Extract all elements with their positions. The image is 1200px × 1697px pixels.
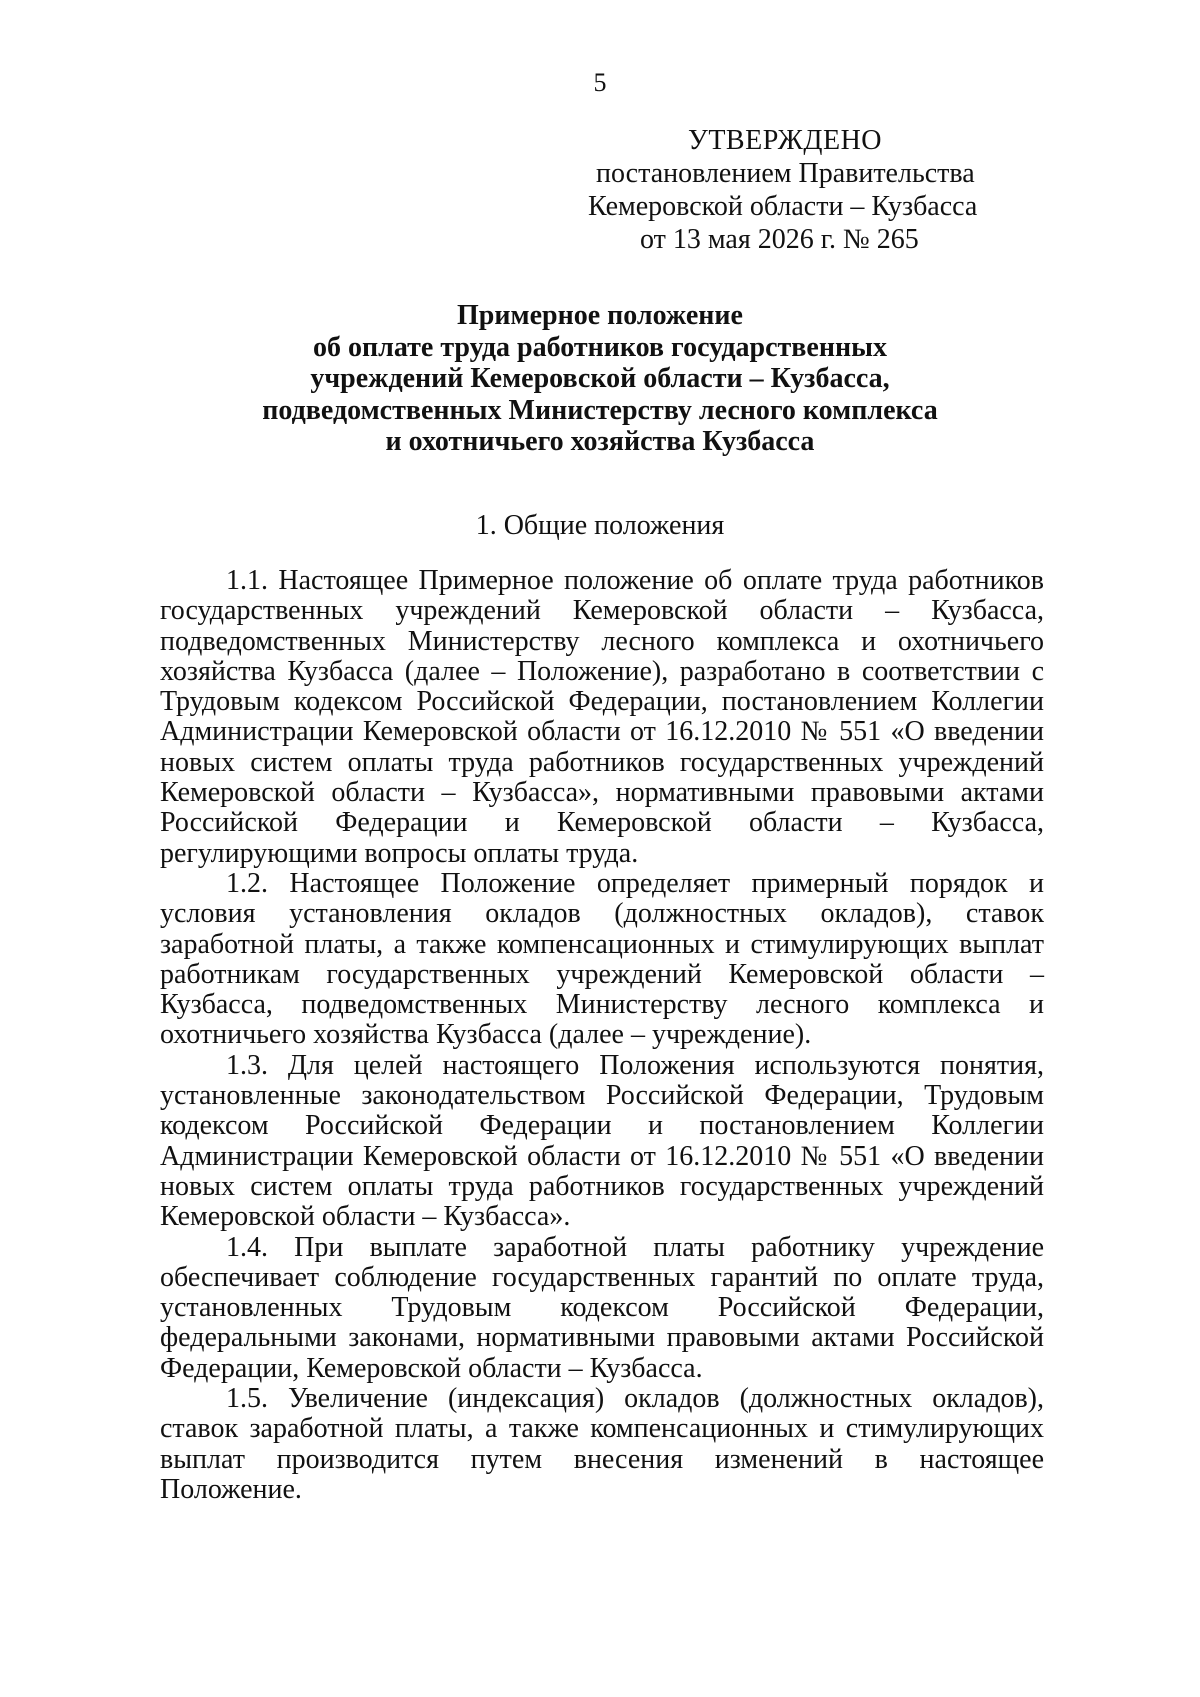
- title-line: Примерное положение: [457, 300, 743, 331]
- paragraph-1-2: 1.2. Настоящее Положение определяет примерный порядок и условия установления окладов (должностных окладов), ставок заработной платы, а также компенсационных и стимулирующих выплат работникам государственных учреждений Кемеровской области – Кузбасса, подведомственных Министерству лесного комплекса и охотничьего хозяйства Кузбасса (далее – учреждение).: [160, 867, 1044, 1051]
- paragraph-1-3: 1.3. Для целей настоящего Положения используются понятия, установленные законодательством Российской Федерации, Трудовым кодексом Российской Федерации и постановлением Коллегии Администрации Кемеровской области от 16.12.2010 № 551 «О введении новых систем оплаты труда работников государственных учреждений Кемеровской области – Кузбасса».: [160, 1049, 1044, 1233]
- section-heading: 1. Общие положения: [475, 510, 725, 541]
- title-line: учреждений Кемеровской области – Кузбасса,: [310, 363, 890, 394]
- approval-line: постановлением Правительства: [596, 158, 975, 189]
- document-title: [0, 300, 1200, 458]
- title-line: подведомственных Министерству лесного комплекса: [262, 394, 938, 426]
- approval-date-number: от 13 мая 2026 г. № 265: [640, 224, 919, 255]
- body-text: [160, 566, 1044, 1505]
- approval-heading: УТВЕРЖДЕНО: [688, 125, 883, 156]
- page-number: 5: [593, 68, 607, 97]
- approval-line: Кемеровской области – Кузбасса: [588, 191, 978, 222]
- title-line: и охотничьего хозяйства Кузбасса: [385, 426, 815, 457]
- title-line: об оплате труда работников государственных: [313, 331, 887, 363]
- paragraph-1-4: 1.4. При выплате заработной платы работнику учреждение обеспечивает соблюдение государственных гарантий по оплате труда, установленных Трудовым кодексом Российской Федерации, федеральными законами, нормативными правовыми актами Российской Федерации, Кемеровской области – Кузбасса.: [160, 1231, 1044, 1384]
- approval-block: [588, 124, 1096, 256]
- paragraph-1-1: 1.1. Настоящее Примерное положение об оплате труда работников государственных учреждений Кемеровской области – Кузбасса, подведомственных Министерству лесного комплекса и охотничьего хозяйства Кузбасса (далее – Положение), разработано в соответствии с Трудовым кодексом Российской Федерации, постановлением Коллегии Администрации Кемеровской области от 16.12.2010 № 551 «О введении новых систем оплаты труда работников государственных учреждений Кемеровской области – Кузбасса», нормативными правовыми актами Российской Федерации и Кемеровской области – Кузбасса, регулирующими вопросы оплаты труда.: [160, 565, 1044, 869]
- paragraph-1-5: 1.5. Увеличение (индексация) окладов (должностных окладов), ставок заработной платы, а также компенсационных и стимулирующих выплат производится путем внесения изменений в настоящее Положение.: [160, 1383, 1044, 1505]
